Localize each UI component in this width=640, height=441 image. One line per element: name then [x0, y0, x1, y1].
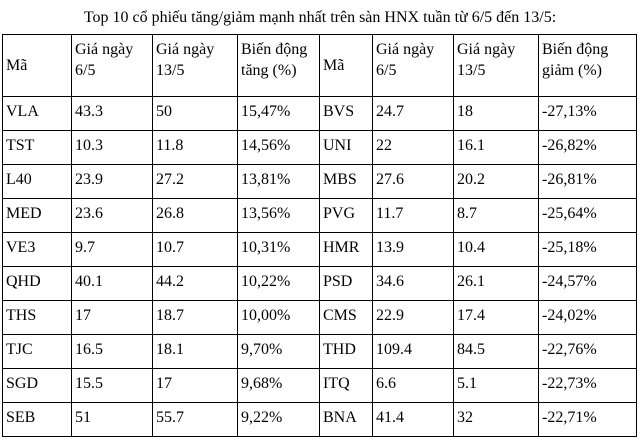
loser-price-start-cell: 6.6	[373, 369, 454, 403]
loser-change-cell: -22,76%	[539, 335, 637, 369]
gainer-price-end-cell: 27.2	[153, 165, 238, 199]
loser-price-start-cell: 34.6	[373, 267, 454, 301]
gainer-code-cell: QHD	[3, 267, 72, 301]
loser-code-cell: MBS	[320, 165, 373, 199]
gainer-price-end-cell: 18.1	[153, 335, 238, 369]
gainer-price-end-cell: 10.7	[153, 233, 238, 267]
loser-code-cell: BNA	[320, 403, 373, 437]
gainer-change-header: Biến động tăng (%)	[238, 35, 320, 97]
loser-code-cell: THD	[320, 335, 373, 369]
loser-change-cell: -22,73%	[539, 369, 637, 403]
table-row	[3, 131, 637, 165]
header-row	[3, 35, 637, 97]
gainer-price-start-cell: 40.1	[72, 267, 153, 301]
loser-code-cell: CMS	[320, 301, 373, 335]
loser-price-end-cell: 84.5	[454, 335, 539, 369]
loser-change-cell: -24,57%	[539, 267, 637, 301]
loser-price-end-cell: 5.1	[454, 369, 539, 403]
table-row	[3, 97, 637, 131]
gainer-price-end-cell: 50	[153, 97, 238, 131]
loser-price-start-cell: 41.4	[373, 403, 454, 437]
gainer-change-cell: 13,81%	[238, 165, 320, 199]
loser-price-start-cell: 27.6	[373, 165, 454, 199]
table-row	[3, 199, 637, 233]
loser-change-cell: -26,82%	[539, 131, 637, 165]
loser-code-cell: BVS	[320, 97, 373, 131]
gainer-price-end-header: Giá ngày 13/5	[153, 35, 238, 97]
loser-change-cell: -27,13%	[539, 97, 637, 131]
gainer-code-cell: L40	[3, 165, 72, 199]
gainer-change-cell: 10,31%	[238, 233, 320, 267]
gainer-code-header: Mã	[3, 35, 72, 97]
loser-price-start-cell: 109.4	[373, 335, 454, 369]
table-row	[3, 335, 637, 369]
gainer-price-start-cell: 23.9	[72, 165, 153, 199]
gainer-price-end-cell: 55.7	[153, 403, 238, 437]
loser-price-end-cell: 10.4	[454, 233, 539, 267]
loser-code-cell: HMR	[320, 233, 373, 267]
loser-change-cell: -22,71%	[539, 403, 637, 437]
gainer-code-cell: VLA	[3, 97, 72, 131]
loser-change-cell: -26,81%	[539, 165, 637, 199]
gainer-price-start-cell: 15.5	[72, 369, 153, 403]
stock-movers-table	[2, 34, 637, 437]
gainer-change-cell: 13,56%	[238, 199, 320, 233]
table-row	[3, 165, 637, 199]
gainer-code-cell: SGD	[3, 369, 72, 403]
loser-change-cell: -24,02%	[539, 301, 637, 335]
gainer-price-end-cell: 26.8	[153, 199, 238, 233]
loser-price-end-cell: 17.4	[454, 301, 539, 335]
gainer-change-cell: 15,47%	[238, 97, 320, 131]
gainer-code-cell: THS	[3, 301, 72, 335]
loser-code-cell: UNI	[320, 131, 373, 165]
loser-change-cell: -25,18%	[539, 233, 637, 267]
loser-price-end-cell: 32	[454, 403, 539, 437]
gainer-price-start-cell: 16.5	[72, 335, 153, 369]
gainer-price-start-cell: 43.3	[72, 97, 153, 131]
gainer-price-end-cell: 18.7	[153, 301, 238, 335]
gainer-price-start-cell: 23.6	[72, 199, 153, 233]
gainer-code-cell: MED	[3, 199, 72, 233]
loser-price-start-cell: 22	[373, 131, 454, 165]
loser-price-end-cell: 18	[454, 97, 539, 131]
loser-code-cell: PVG	[320, 199, 373, 233]
gainer-price-start-cell: 51	[72, 403, 153, 437]
gainer-change-cell: 10,00%	[238, 301, 320, 335]
gainer-price-end-cell: 44.2	[153, 267, 238, 301]
loser-code-cell: ITQ	[320, 369, 373, 403]
loser-price-end-cell: 16.1	[454, 131, 539, 165]
loser-price-end-cell: 8.7	[454, 199, 539, 233]
loser-price-start-cell: 13.9	[373, 233, 454, 267]
loser-code-header: Mã	[320, 35, 373, 97]
gainer-change-cell: 10,22%	[238, 267, 320, 301]
loser-price-end-cell: 26.1	[454, 267, 539, 301]
gainer-change-cell: 9,70%	[238, 335, 320, 369]
gainer-price-end-cell: 11.8	[153, 131, 238, 165]
table-body	[3, 35, 637, 437]
loser-price-start-cell: 22.9	[373, 301, 454, 335]
table-title: Top 10 cổ phiếu tăng/giảm mạnh nhất trên sàn HNX tuần từ 6/5 đến 13/5:	[83, 9, 557, 26]
gainer-code-cell: TST	[3, 131, 72, 165]
gainer-price-start-cell: 17	[72, 301, 153, 335]
gainer-change-cell: 9,68%	[238, 369, 320, 403]
gainer-price-start-cell: 9.7	[72, 233, 153, 267]
gainer-price-end-cell: 17	[153, 369, 238, 403]
loser-code-cell: PSD	[320, 267, 373, 301]
loser-price-end-cell: 20.2	[454, 165, 539, 199]
loser-change-header: Biến động giảm (%)	[539, 35, 637, 97]
gainer-code-cell: VE3	[3, 233, 72, 267]
loser-price-start-cell: 11.7	[373, 199, 454, 233]
table-row	[3, 267, 637, 301]
table-row	[3, 403, 637, 437]
gainer-code-cell: SEB	[3, 403, 72, 437]
gainer-change-cell: 9,22%	[238, 403, 320, 437]
loser-change-cell: -25,64%	[539, 199, 637, 233]
gainer-change-cell: 14,56%	[238, 131, 320, 165]
table-row	[3, 369, 637, 403]
table-row	[3, 233, 637, 267]
loser-price-start-cell: 24.7	[373, 97, 454, 131]
gainer-price-start-header: Giá ngày 6/5	[72, 35, 153, 97]
gainer-price-start-cell: 10.3	[72, 131, 153, 165]
table-row	[3, 301, 637, 335]
gainer-code-cell: TJC	[3, 335, 72, 369]
loser-price-end-header: Giá ngày 13/5	[454, 35, 539, 97]
loser-price-start-header: Giá ngày 6/5	[373, 35, 454, 97]
